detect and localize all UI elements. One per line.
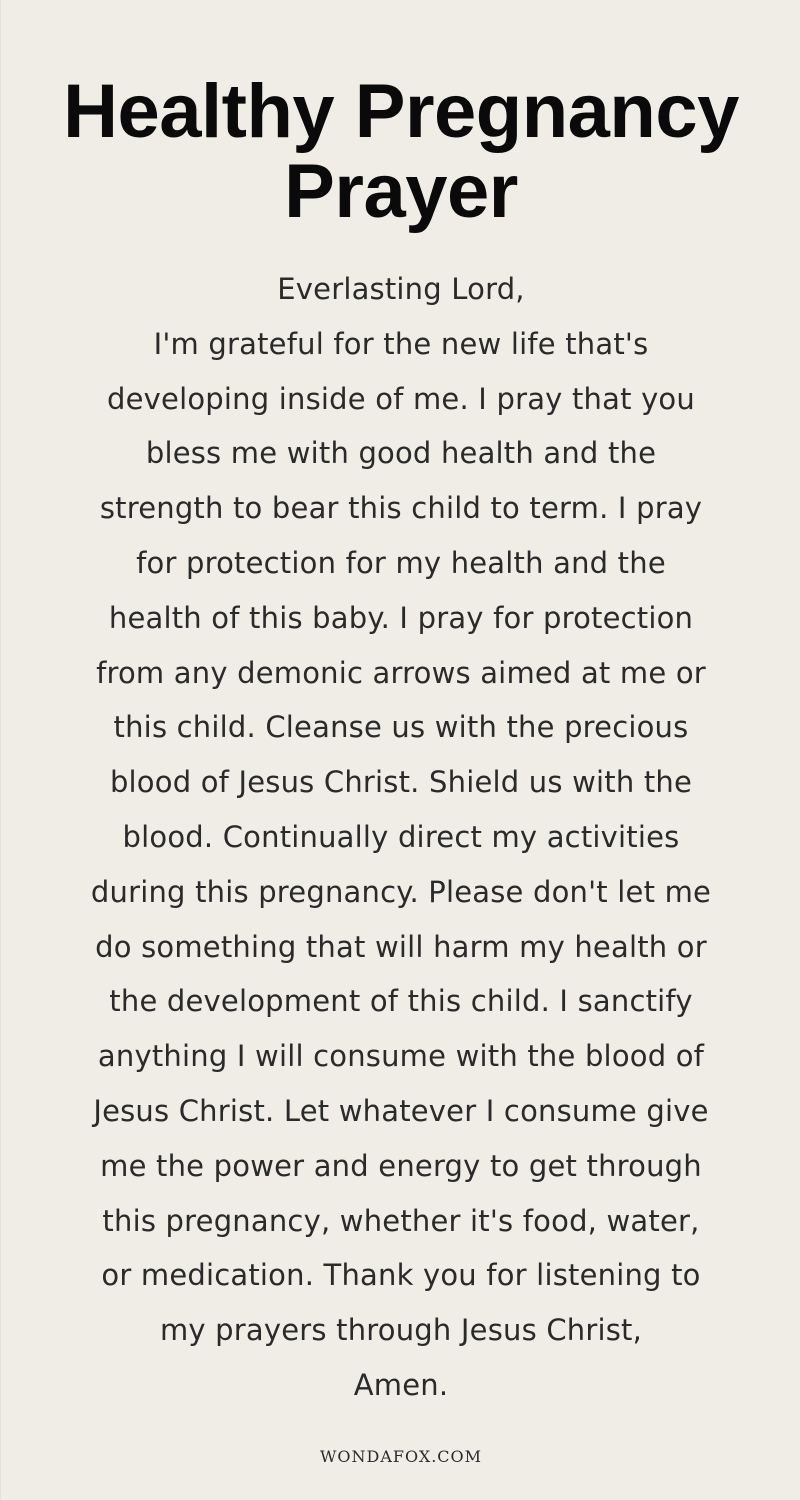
title-line-2: Prayer [284,149,518,234]
prayer-line: from any demonic arrows aimed at me or [96,655,706,690]
prayer-line: this child. Cleanse us with the precious [113,710,689,745]
prayer-line: for protection for my health and the [136,545,666,580]
prayer-line: Jesus Christ. Let whatever I consume give [93,1093,709,1128]
prayer-line: health of this baby. I pray for protection [108,600,694,635]
page-title [1,69,800,234]
prayer-line: Everlasting Lord, [277,272,525,306]
prayer-line: during this pregnancy. Please don't let me [90,874,712,909]
prayer-line: this pregnancy, whether it's food, water, [102,1203,700,1238]
prayer-line: my prayers through Jesus Christ, [159,1313,643,1348]
prayer-line: blood. Continually direct my activities [122,819,680,854]
prayer-line: the development of this child. I sanctify [109,984,693,1019]
prayer-line: do something that will harm my health or [95,929,707,964]
prayer-line: anything I will consume with the blood of [97,1039,705,1074]
prayer-line: Amen. [353,1367,449,1402]
title-line-1: Healthy Pregnancy [63,69,739,154]
prayer-line: bless me with good health and the [145,436,657,471]
prayer-line: strength to bear this child to term. I pray [99,491,703,526]
prayer-line: developing inside of me. I pray that you [107,381,695,416]
prayer-line: or medication. Thank you for listening to [101,1258,701,1293]
prayer-line: me the power and energy to get through [100,1148,702,1183]
prayer-line: blood of Jesus Christ. Shield us with the [109,765,693,800]
site-footer: WONDAFOX.COM [319,1447,483,1466]
prayer-line: I'm grateful for the new life that's [153,326,649,361]
prayer-text [41,262,761,1413]
